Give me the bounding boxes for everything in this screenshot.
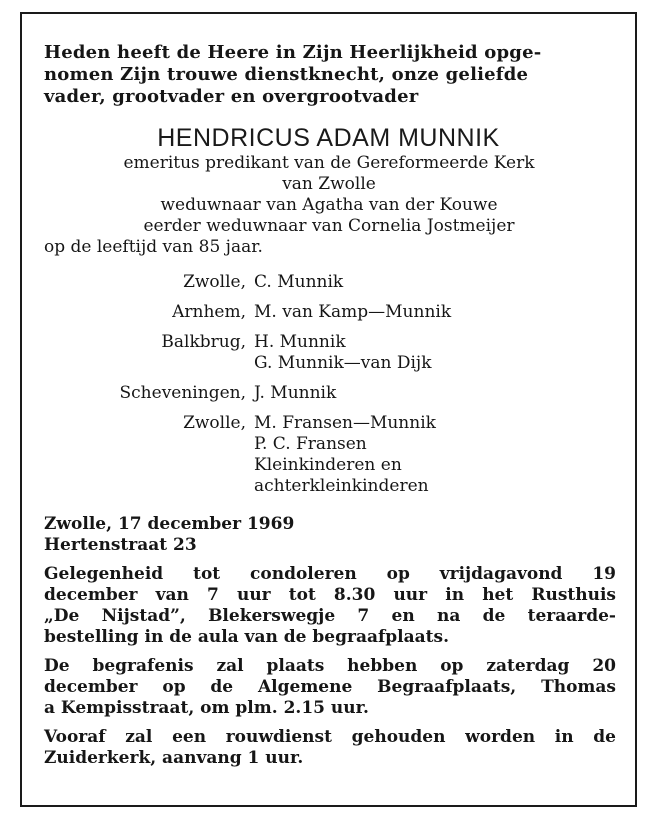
mourner-place: Zwolle, [183, 272, 246, 292]
mourner-name: M. van Kamp—Munnik [254, 302, 452, 322]
condolence-paragraph [44, 564, 616, 648]
deceased-name: HENDRICUS ADAM MUNNIK [157, 124, 500, 152]
mourner-place: Zwolle, [183, 413, 246, 433]
description-line: emeritus predikant van de Gereformeerde Kerk [123, 153, 535, 173]
mourner-names [254, 332, 432, 374]
description-line: op de leeftijd van 85 jaar. [44, 237, 263, 257]
mourner-name: P. C. Fransen [254, 434, 367, 454]
mourner-row [22, 383, 635, 404]
deceased-description [44, 153, 614, 258]
address-line: Hertenstraat 23 [44, 535, 197, 555]
mourner-names [254, 413, 436, 497]
mourner-names [254, 383, 336, 404]
mourner-place: Arnhem, [172, 302, 246, 322]
description-line: weduwnaar van Agatha van der Kouwe [160, 195, 498, 215]
mourner-row [22, 332, 635, 374]
condolence-line: Gelegenheid tot condoleren op vrijdagavond 19 [44, 564, 616, 584]
mourner-name: C. Munnik [254, 272, 344, 292]
mourner-names [254, 302, 451, 323]
mourner-name: J. Munnik [254, 383, 337, 403]
intro-line: Heden heeft de Heere in Zijn Heerlijkheid opge- [44, 42, 542, 63]
service-line: Zuiderkerk, aanvang 1 uur. [44, 748, 304, 768]
mourner-place: Balkbrug, [161, 332, 246, 352]
mourner-row [22, 302, 635, 323]
funeral-paragraph [44, 656, 616, 719]
mourner-names [254, 272, 343, 293]
funeral-line: december op de Algemene Begraafplaats, Thomas [44, 677, 616, 697]
service-paragraph [44, 727, 616, 769]
mourner-name: Kleinkinderen en [254, 455, 402, 475]
description-line: eerder weduwnaar van Cornelia Jostmeijer [143, 216, 515, 236]
mourners-list [22, 272, 635, 506]
condolence-line: „De Nijstad”, Blekerswegje 7 en na de teraarde- [44, 606, 616, 626]
notice-details [44, 514, 616, 777]
date-line: Zwolle, 17 december 1969 [44, 514, 295, 534]
mourner-name: M. Fransen—Munnik [254, 413, 436, 433]
mourner-name: achterkleinkinderen [254, 476, 429, 496]
mourner-name: H. Munnik [254, 332, 346, 352]
intro-line: nomen Zijn trouwe dienstknecht, onze geliefde [44, 64, 529, 85]
condolence-line: december van 7 uur tot 8.30 uur in het Rusthuis [44, 585, 616, 605]
mourner-row [22, 413, 635, 497]
mourner-name: G. Munnik—van Dijk [254, 353, 432, 373]
service-line: Vooraf zal een rouwdienst gehouden worden in de [44, 727, 616, 747]
description-line: van Zwolle [282, 174, 376, 194]
mourner-place: Scheveningen, [119, 383, 246, 403]
obituary-notice [20, 12, 637, 807]
funeral-line: De begrafenis zal plaats hebben op zaterdag 20 [44, 656, 616, 676]
intro-line: vader, grootvader en overgrootvader [44, 86, 419, 107]
funeral-line: a Kempisstraat, om plm. 2.15 uur. [44, 698, 369, 718]
mourner-row [22, 272, 635, 293]
intro-text [44, 42, 614, 108]
condolence-line: bestelling in de aula van de begraafplaats. [44, 627, 450, 647]
